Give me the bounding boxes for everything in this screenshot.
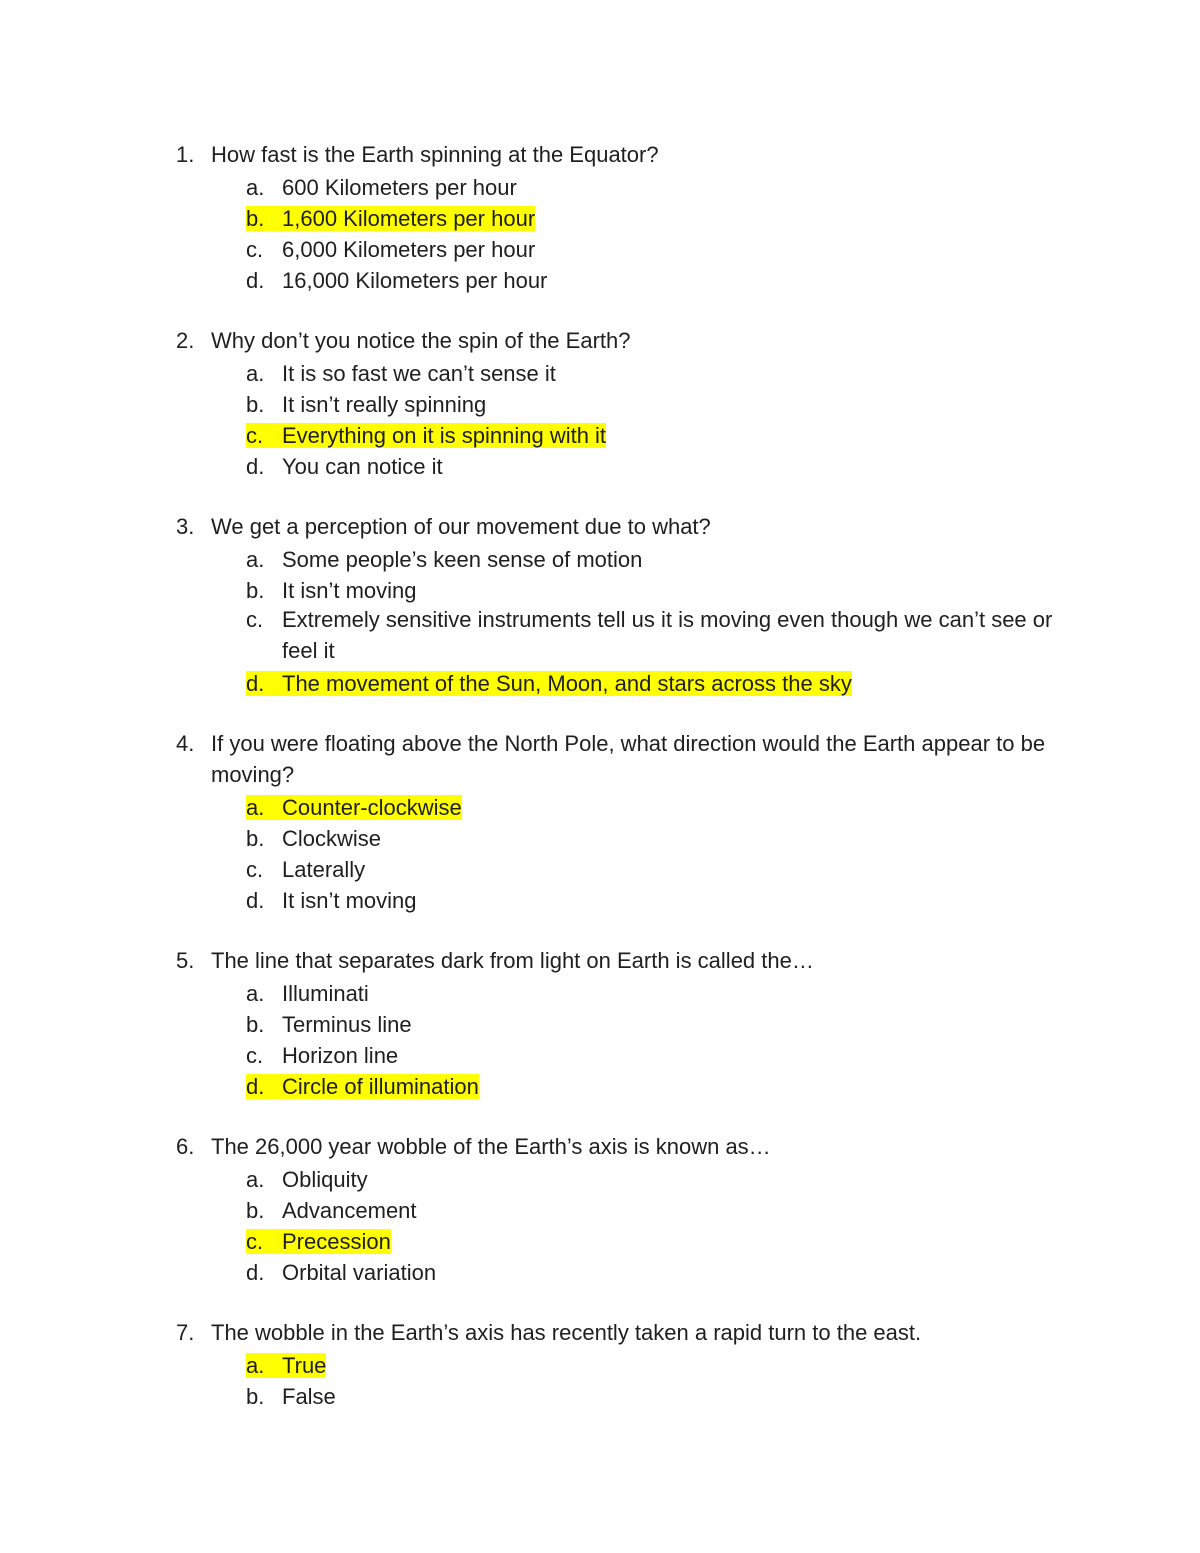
option-letter: a. xyxy=(246,980,265,1006)
question-2 xyxy=(0,325,1200,480)
answer-option xyxy=(0,170,1200,201)
question-number: 6. xyxy=(176,1134,195,1159)
answer-option xyxy=(0,1193,1200,1224)
answer-option xyxy=(0,1007,1200,1038)
question-label: We get a perception of our movement due to what? xyxy=(211,514,711,539)
question-label: The line that separates dark from light on Earth is called the… xyxy=(211,948,814,973)
answer-option xyxy=(0,1379,1200,1410)
option-text: 1,600 Kilometers per hour xyxy=(282,205,536,231)
question-1 xyxy=(0,139,1200,294)
question-text xyxy=(0,511,1200,542)
option-text: It isn’t really spinning xyxy=(282,391,487,417)
option-letter: c. xyxy=(246,856,264,882)
option-letter: c. xyxy=(246,1042,264,1068)
answer-option xyxy=(0,821,1200,852)
question-4 xyxy=(0,728,1200,914)
option-text: Counter-clockwise xyxy=(282,794,462,820)
question-label: The wobble in the Earth’s axis has recently taken a rapid turn to the east. xyxy=(211,1320,922,1345)
question-label: If you were floating above the North Pole, what direction would the Earth appear to be moving? xyxy=(211,731,1046,787)
answer-option xyxy=(0,542,1200,573)
option-letter: d. xyxy=(246,887,265,913)
question-number: 1. xyxy=(176,142,195,167)
option-letter: b. xyxy=(246,1011,265,1037)
option-letter: c. xyxy=(246,422,264,448)
quiz-document xyxy=(0,139,1200,1441)
question-text xyxy=(0,139,1200,170)
option-letter: a. xyxy=(246,174,265,200)
option-text: You can notice it xyxy=(282,453,443,479)
option-text: Advancement xyxy=(282,1197,417,1223)
answer-option xyxy=(0,263,1200,294)
option-text: 6,000 Kilometers per hour xyxy=(282,236,536,262)
option-text: Some people’s keen sense of motion xyxy=(282,546,643,572)
question-text xyxy=(0,728,1200,790)
question-text xyxy=(0,945,1200,976)
option-text: Orbital variation xyxy=(282,1259,437,1285)
answer-option xyxy=(0,1255,1200,1286)
option-text: Obliquity xyxy=(282,1166,368,1192)
option-letter: b. xyxy=(246,577,265,603)
answer-option xyxy=(0,604,1200,666)
answer-option xyxy=(0,976,1200,1007)
answer-option xyxy=(0,449,1200,480)
option-text: 16,000 Kilometers per hour xyxy=(282,267,548,293)
option-text: The movement of the Sun, Moon, and stars across the sky xyxy=(282,670,852,696)
question-label: Why don’t you notice the spin of the Earth? xyxy=(211,328,631,353)
question-label: How fast is the Earth spinning at the Equator? xyxy=(211,142,659,167)
option-text: Terminus line xyxy=(282,1011,412,1037)
option-text: Laterally xyxy=(282,856,366,882)
question-text xyxy=(0,1131,1200,1162)
option-letter: b. xyxy=(246,1383,265,1409)
option-text: It isn’t moving xyxy=(282,887,417,913)
option-text: Horizon line xyxy=(282,1042,399,1068)
option-letter: d. xyxy=(246,453,265,479)
answer-option xyxy=(0,387,1200,418)
question-number: 3. xyxy=(176,514,195,539)
option-letter: c. xyxy=(246,1228,264,1254)
answer-option xyxy=(0,232,1200,263)
answer-option-correct xyxy=(0,666,1200,697)
question-number: 4. xyxy=(176,731,195,756)
question-3 xyxy=(0,511,1200,697)
option-text: Illuminati xyxy=(282,980,369,1006)
answer-option-correct xyxy=(0,1069,1200,1100)
option-letter: d. xyxy=(246,267,265,293)
question-text xyxy=(0,325,1200,356)
option-text: Circle of illumination xyxy=(282,1073,479,1099)
answer-option-correct xyxy=(0,418,1200,449)
answer-option xyxy=(0,356,1200,387)
answer-option xyxy=(0,573,1200,604)
option-letter: b. xyxy=(246,391,265,417)
option-letter: c. xyxy=(246,607,264,632)
answer-option-correct xyxy=(0,790,1200,821)
option-text: False xyxy=(282,1383,336,1409)
option-text: Precession xyxy=(282,1228,391,1254)
question-number: 2. xyxy=(176,328,195,353)
answer-option xyxy=(0,1038,1200,1069)
option-letter: d. xyxy=(246,1073,265,1099)
answer-option xyxy=(0,883,1200,914)
answer-option xyxy=(0,852,1200,883)
option-letter: a. xyxy=(246,1166,265,1192)
option-letter: c. xyxy=(246,236,264,262)
option-text: Extremely sensitive instruments tell us it is moving even though we can’t see or feel it xyxy=(282,607,1053,663)
option-letter: b. xyxy=(246,205,265,231)
question-text xyxy=(0,1317,1200,1348)
question-number: 7. xyxy=(176,1320,195,1345)
question-6 xyxy=(0,1131,1200,1286)
option-letter: b. xyxy=(246,825,265,851)
question-7 xyxy=(0,1317,1200,1410)
question-5 xyxy=(0,945,1200,1100)
answer-option-correct xyxy=(0,1348,1200,1379)
option-text: It isn’t moving xyxy=(282,577,417,603)
option-text: True xyxy=(282,1352,327,1378)
option-text: 600 Kilometers per hour xyxy=(282,174,517,200)
option-letter: a. xyxy=(246,1352,265,1378)
option-text: Clockwise xyxy=(282,825,382,851)
option-letter: d. xyxy=(246,670,265,696)
option-text: Everything on it is spinning with it xyxy=(282,422,607,448)
option-letter: b. xyxy=(246,1197,265,1223)
question-label: The 26,000 year wobble of the Earth’s axis is known as… xyxy=(211,1134,771,1159)
option-text: It is so fast we can’t sense it xyxy=(282,360,556,386)
answer-option xyxy=(0,1162,1200,1193)
question-number: 5. xyxy=(176,948,195,973)
answer-option-correct xyxy=(0,1224,1200,1255)
option-letter: a. xyxy=(246,360,265,386)
option-letter: a. xyxy=(246,546,265,572)
option-letter: d. xyxy=(246,1259,265,1285)
answer-option-correct xyxy=(0,201,1200,232)
option-letter: a. xyxy=(246,794,265,820)
